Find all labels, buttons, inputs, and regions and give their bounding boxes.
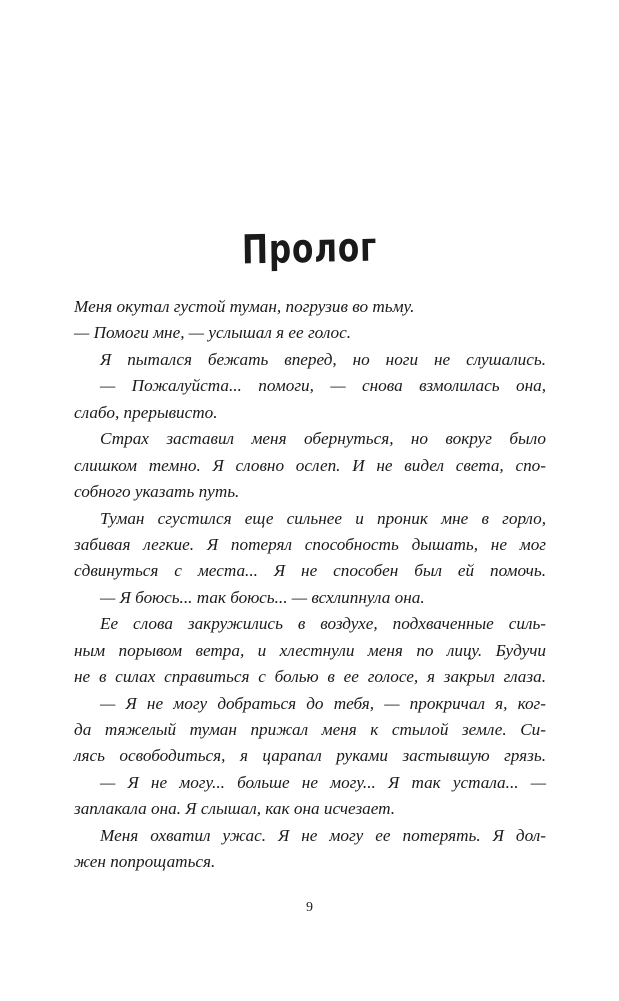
text-line: — Помоги мне, — услышал я ее голос. [74,323,352,343]
text-line: заплакала она. Я слышал, как она исчезает. [74,799,396,819]
text-line: слабо, прерывисто. [74,402,218,422]
text-line: Страх заставил меня обернуться, но вокруг было [100,429,546,449]
text-line: ным порывом ветра, и хлестнули меня по лицу. Будучи [74,640,546,660]
text-line: лясь освободиться, я царапал руками застывшую грязь. [74,746,546,766]
text-line: Меня окутал густой туман, погрузив во тьму. [74,297,415,316]
text-line: собного указать путь. [74,482,240,502]
text-line: Меня охватил ужас. Я не могу ее потерять. Я дол- [100,825,546,845]
text-line: не в силах справиться с болью в ее голосе, я закрыл глаза. [74,667,546,687]
text-line: — Я боюсь... так боюсь... — всхлипнула она. [100,587,425,607]
text-line: слишком темно. Я словно ослеп. И не видел света, спо- [74,455,546,475]
chapter-title: Пролог [241,224,378,274]
text-line: — Я не могу... больше не могу... Я так устала... — [100,772,546,792]
body-text [74,294,546,876]
text-line: Туман сгустился еще сильнее и проник мне в горло, [100,508,546,528]
text-line: Я пытался бежать вперед, но ноги не слушались. [100,349,546,369]
text-line: Ее слова закружились в воздухе, подхваченные силь- [100,614,546,634]
text-line: сдвинуться с места... Я не способен был ей помочь. [74,561,546,581]
text-line: забивая легкие. Я потерял способность дышать, не мог [74,534,546,554]
text-line: да тяжелый туман прижал меня к стылой земле. Си- [74,720,546,739]
text-line: — Я не могу добраться до тебя, — прокричал я, ког- [100,693,546,713]
text-line: — Пожалуйста... помоги, — снова взмолилась она, [100,376,546,396]
text-line: жен попрощаться. [74,852,216,872]
page-number: 9 [306,900,313,915]
